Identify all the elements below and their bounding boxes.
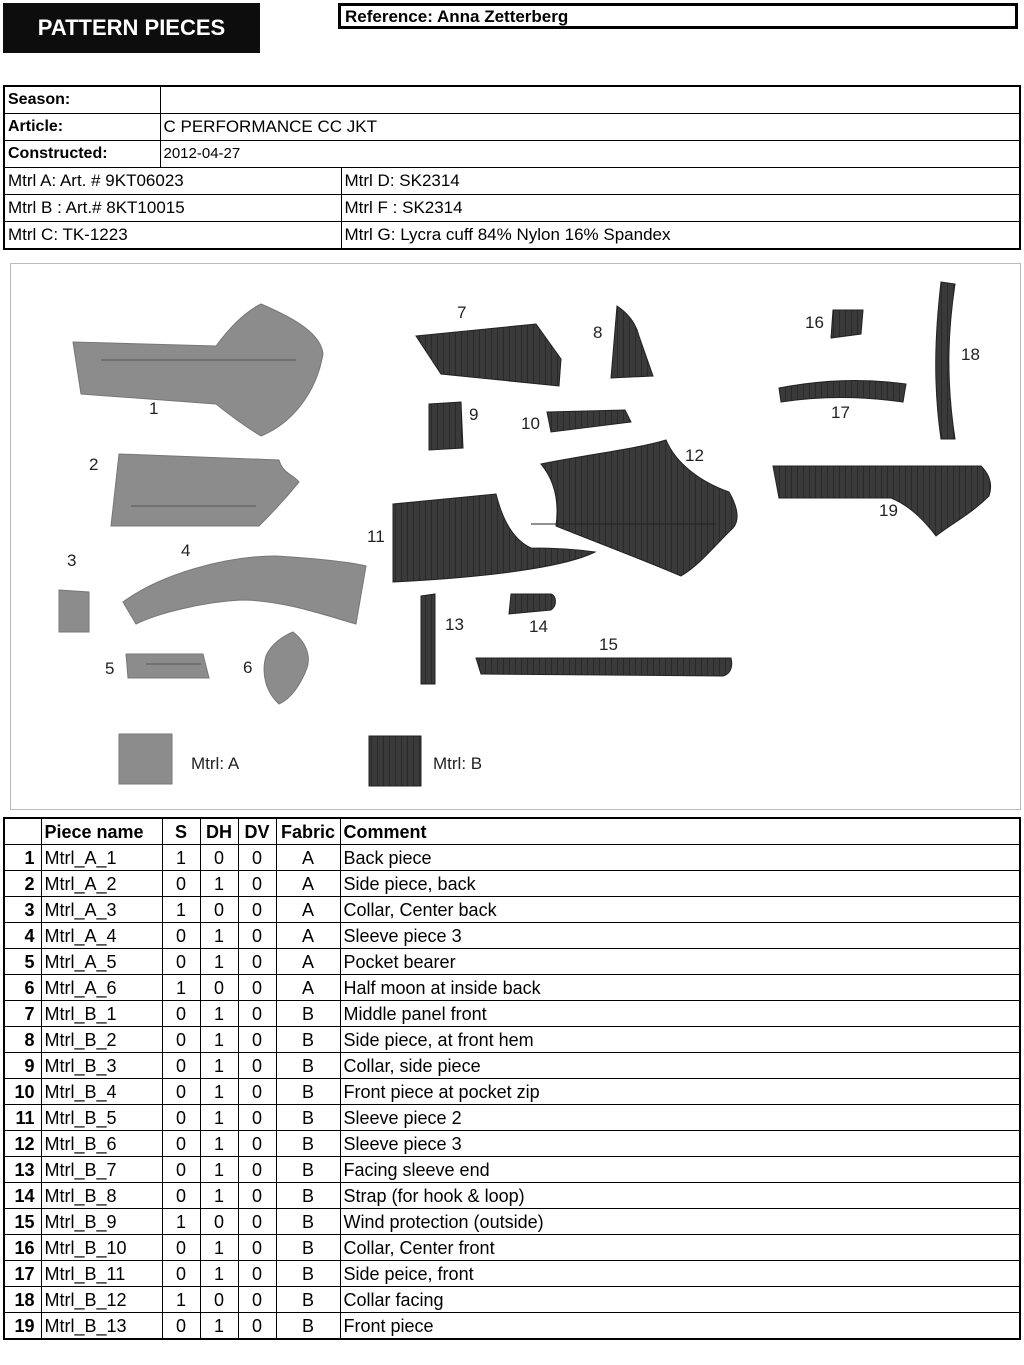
piece-label-17: 17 (831, 403, 850, 422)
table-row (4, 1105, 1020, 1131)
comment: Collar facing (340, 1287, 1020, 1313)
fabric-value: B (276, 1131, 340, 1157)
piece-name: Mtrl_B_8 (41, 1183, 162, 1209)
table-row (4, 1157, 1020, 1183)
legend-label-a: Mtrl: A (191, 754, 240, 773)
piece-15-shape (476, 658, 732, 676)
dv-value: 0 (238, 949, 276, 975)
article-label: Article: (4, 114, 160, 141)
piece-label-6: 6 (243, 658, 253, 677)
fabric-value: B (276, 1313, 340, 1340)
piece-18-shape (936, 282, 955, 439)
dh-value: 1 (200, 1079, 238, 1105)
piece-name: Mtrl_A_1 (41, 845, 162, 871)
dv-value: 0 (238, 1209, 276, 1235)
dv-value: 0 (238, 1053, 276, 1079)
dh-value: 1 (200, 1001, 238, 1027)
dv-value: 0 (238, 975, 276, 1001)
dv-value: 0 (238, 1027, 276, 1053)
piece-label-14: 14 (529, 617, 548, 636)
row-number: 18 (4, 1287, 41, 1313)
material-f: Mtrl F : SK2314 (341, 195, 1020, 222)
dh-value: 0 (200, 1287, 238, 1313)
comment: Sleeve piece 3 (340, 1131, 1020, 1157)
page-title: PATTERN PIECES (3, 3, 260, 53)
piece-8-shape (611, 306, 653, 378)
piece-10-shape (547, 410, 631, 432)
dh-value: 1 (200, 871, 238, 897)
comment: Side peice, front (340, 1261, 1020, 1287)
fabric-value: B (276, 1183, 340, 1209)
s-value: 1 (162, 845, 200, 871)
piece-1-shape (73, 304, 323, 436)
s-value: 1 (162, 975, 200, 1001)
comment: Front piece at pocket zip (340, 1079, 1020, 1105)
row-number: 10 (4, 1079, 41, 1105)
header-dh: DH (200, 818, 238, 845)
material-row-3 (4, 222, 1020, 250)
legend-swatch-a (119, 734, 172, 784)
header-dv: DV (238, 818, 276, 845)
article-value: C PERFORMANCE CC JKT (160, 114, 1020, 141)
piece-name: Mtrl_A_3 (41, 897, 162, 923)
pattern-diagram (10, 263, 1021, 810)
s-value: 0 (162, 1131, 200, 1157)
piece-name: Mtrl_A_5 (41, 949, 162, 975)
fabric-value: B (276, 1235, 340, 1261)
s-value: 0 (162, 1001, 200, 1027)
dv-value: 0 (238, 1261, 276, 1287)
dh-value: 1 (200, 1261, 238, 1287)
row-number: 7 (4, 1001, 41, 1027)
row-number: 9 (4, 1053, 41, 1079)
comment: Side piece, back (340, 871, 1020, 897)
piece-label-3: 3 (67, 551, 77, 570)
piece-label-4: 4 (181, 541, 191, 560)
fabric-value: B (276, 1001, 340, 1027)
s-value: 0 (162, 949, 200, 975)
dh-value: 1 (200, 1313, 238, 1340)
dv-value: 0 (238, 923, 276, 949)
fabric-value: B (276, 1209, 340, 1235)
piece-name: Mtrl_B_10 (41, 1235, 162, 1261)
s-value: 0 (162, 1053, 200, 1079)
table-row (4, 1027, 1020, 1053)
material-g: Mtrl G: Lycra cuff 84% Nylon 16% Spandex (341, 222, 1020, 250)
piece-3-shape (59, 590, 89, 632)
piece-label-12: 12 (685, 446, 704, 465)
piece-label-11: 11 (367, 527, 385, 546)
dv-value: 0 (238, 897, 276, 923)
table-row (4, 871, 1020, 897)
piece-label-1: 1 (149, 399, 159, 418)
table-row (4, 1209, 1020, 1235)
pattern-pieces-svg (11, 264, 1020, 809)
row-number: 11 (4, 1105, 41, 1131)
piece-2-shape (111, 454, 299, 526)
dv-value: 0 (238, 1287, 276, 1313)
s-value: 1 (162, 897, 200, 923)
comment: Facing sleeve end (340, 1157, 1020, 1183)
constructed-row (4, 141, 1020, 168)
piece-5-shape (126, 654, 209, 678)
row-number: 3 (4, 897, 41, 923)
dh-value: 0 (200, 1209, 238, 1235)
piece-4-shape (123, 556, 366, 624)
piece-label-2: 2 (89, 455, 99, 474)
s-value: 0 (162, 1079, 200, 1105)
fabric-value: A (276, 897, 340, 923)
row-number: 8 (4, 1027, 41, 1053)
dh-value: 1 (200, 1157, 238, 1183)
article-info-table (3, 85, 1021, 250)
comment: Back piece (340, 845, 1020, 871)
comment: Collar, side piece (340, 1053, 1020, 1079)
dh-value: 1 (200, 1105, 238, 1131)
piece-label-10: 10 (521, 414, 540, 433)
header-piece-name: Piece name (41, 818, 162, 845)
piece-label-13: 13 (445, 615, 464, 634)
piece-label-9: 9 (469, 405, 479, 424)
material-a: Mtrl A: Art. # 9KT06023 (4, 168, 341, 195)
row-number: 17 (4, 1261, 41, 1287)
dh-value: 1 (200, 1131, 238, 1157)
dh-value: 0 (200, 897, 238, 923)
comment: Wind protection (outside) (340, 1209, 1020, 1235)
s-value: 0 (162, 923, 200, 949)
piece-label-15: 15 (599, 635, 618, 654)
fabric-value: B (276, 1027, 340, 1053)
header-number (4, 818, 41, 845)
header-s: S (162, 818, 200, 845)
s-value: 0 (162, 871, 200, 897)
constructed-label: Constructed: (4, 141, 160, 168)
table-row (4, 845, 1020, 871)
fabric-value: B (276, 1261, 340, 1287)
comment: Collar, Center back (340, 897, 1020, 923)
table-row (4, 897, 1020, 923)
table-row (4, 1235, 1020, 1261)
dh-value: 1 (200, 1027, 238, 1053)
dv-value: 0 (238, 1157, 276, 1183)
comment: Sleeve piece 3 (340, 923, 1020, 949)
dv-value: 0 (238, 1183, 276, 1209)
piece-name: Mtrl_B_2 (41, 1027, 162, 1053)
fabric-value: B (276, 1287, 340, 1313)
s-value: 0 (162, 1027, 200, 1053)
piece-name: Mtrl_B_7 (41, 1157, 162, 1183)
row-number: 5 (4, 949, 41, 975)
fabric-value: B (276, 1053, 340, 1079)
piece-name: Mtrl_B_4 (41, 1079, 162, 1105)
piece-label-5: 5 (105, 659, 115, 678)
row-number: 6 (4, 975, 41, 1001)
piece-9-shape (429, 402, 463, 450)
material-c: Mtrl C: TK-1223 (4, 222, 341, 250)
s-value: 0 (162, 1235, 200, 1261)
fabric-value: A (276, 871, 340, 897)
dv-value: 0 (238, 845, 276, 871)
piece-name: Mtrl_A_4 (41, 923, 162, 949)
piece-name: Mtrl_B_11 (41, 1261, 162, 1287)
fabric-value: A (276, 975, 340, 1001)
piece-name: Mtrl_B_5 (41, 1105, 162, 1131)
s-value: 0 (162, 1313, 200, 1340)
reference-field: Reference: Anna Zetterberg (338, 3, 1018, 29)
table-row (4, 1053, 1020, 1079)
piece-label-19: 19 (879, 501, 898, 520)
piece-16-shape (831, 310, 863, 338)
legend-label-b: Mtrl: B (433, 754, 483, 773)
table-row (4, 1079, 1020, 1105)
comment: Pocket bearer (340, 949, 1020, 975)
dh-value: 0 (200, 845, 238, 871)
piece-13-shape (421, 594, 435, 684)
row-number: 1 (4, 845, 41, 871)
table-row (4, 975, 1020, 1001)
table-row (4, 1261, 1020, 1287)
piece-name: Mtrl_B_12 (41, 1287, 162, 1313)
dv-value: 0 (238, 871, 276, 897)
piece-6-shape (264, 632, 308, 704)
piece-7-shape (416, 324, 561, 386)
row-number: 2 (4, 871, 41, 897)
piece-name: Mtrl_A_2 (41, 871, 162, 897)
table-row (4, 923, 1020, 949)
dv-value: 0 (238, 1001, 276, 1027)
dh-value: 1 (200, 949, 238, 975)
dh-value: 1 (200, 1053, 238, 1079)
pieces-table-header (4, 818, 1020, 845)
dh-value: 1 (200, 1183, 238, 1209)
material-row-1 (4, 168, 1020, 195)
piece-label-7: 7 (457, 303, 467, 322)
season-row (4, 86, 1020, 114)
dv-value: 0 (238, 1131, 276, 1157)
comment: Side piece, at front hem (340, 1027, 1020, 1053)
s-value: 1 (162, 1287, 200, 1313)
comment: Sleeve piece 2 (340, 1105, 1020, 1131)
row-number: 14 (4, 1183, 41, 1209)
material-row-2 (4, 195, 1020, 222)
article-row (4, 114, 1020, 141)
piece-name: Mtrl_B_6 (41, 1131, 162, 1157)
table-row (4, 1001, 1020, 1027)
piece-name: Mtrl_A_6 (41, 975, 162, 1001)
dv-value: 0 (238, 1079, 276, 1105)
header-comment: Comment (340, 818, 1020, 845)
row-number: 19 (4, 1313, 41, 1340)
table-row (4, 1287, 1020, 1313)
comment: Half moon at inside back (340, 975, 1020, 1001)
dh-value: 0 (200, 975, 238, 1001)
dv-value: 0 (238, 1105, 276, 1131)
fabric-value: B (276, 1105, 340, 1131)
pieces-table (3, 817, 1021, 1340)
piece-label-18: 18 (961, 345, 980, 364)
material-b: Mtrl B : Art.# 8KT10015 (4, 195, 341, 222)
piece-name: Mtrl_B_1 (41, 1001, 162, 1027)
comment: Middle panel front (340, 1001, 1020, 1027)
table-row (4, 1131, 1020, 1157)
piece-14-shape (509, 594, 556, 614)
header-fabric: Fabric (276, 818, 340, 845)
season-label: Season: (4, 86, 160, 114)
comment: Strap (for hook & loop) (340, 1183, 1020, 1209)
table-row (4, 1313, 1020, 1340)
s-value: 0 (162, 1183, 200, 1209)
dv-value: 0 (238, 1235, 276, 1261)
s-value: 1 (162, 1209, 200, 1235)
legend-swatch-b (369, 736, 421, 786)
comment: Front piece (340, 1313, 1020, 1340)
piece-label-8: 8 (593, 323, 603, 342)
season-value (160, 86, 1020, 114)
row-number: 4 (4, 923, 41, 949)
s-value: 0 (162, 1105, 200, 1131)
constructed-value: 2012-04-27 (160, 141, 1020, 168)
fabric-value: A (276, 923, 340, 949)
row-number: 15 (4, 1209, 41, 1235)
fabric-value: A (276, 949, 340, 975)
dh-value: 1 (200, 923, 238, 949)
fabric-value: A (276, 845, 340, 871)
row-number: 13 (4, 1157, 41, 1183)
s-value: 0 (162, 1261, 200, 1287)
comment: Collar, Center front (340, 1235, 1020, 1261)
piece-label-16: 16 (805, 313, 824, 332)
table-row (4, 949, 1020, 975)
row-number: 12 (4, 1131, 41, 1157)
row-number: 16 (4, 1235, 41, 1261)
dv-value: 0 (238, 1313, 276, 1340)
s-value: 0 (162, 1157, 200, 1183)
piece-name: Mtrl_B_13 (41, 1313, 162, 1340)
dh-value: 1 (200, 1235, 238, 1261)
piece-name: Mtrl_B_3 (41, 1053, 162, 1079)
fabric-value: B (276, 1079, 340, 1105)
piece-17-shape (779, 381, 906, 402)
table-row (4, 1183, 1020, 1209)
fabric-value: B (276, 1157, 340, 1183)
piece-name: Mtrl_B_9 (41, 1209, 162, 1235)
material-d: Mtrl D: SK2314 (341, 168, 1020, 195)
